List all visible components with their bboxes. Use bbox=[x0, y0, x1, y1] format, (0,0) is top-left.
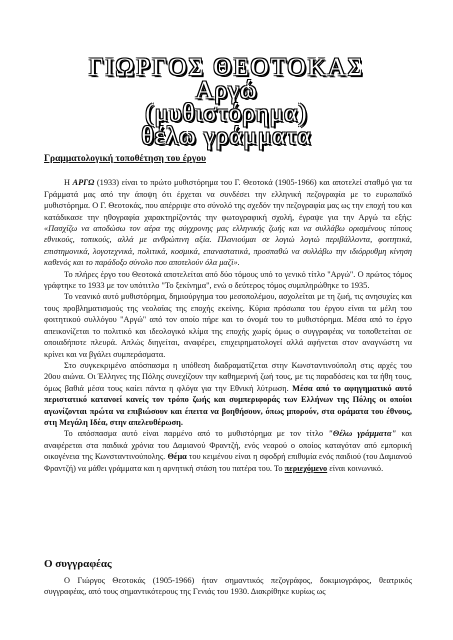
p5-content-label: περιεχόμενο bbox=[284, 463, 328, 473]
excerpt-title: θέλω γράμματα bbox=[141, 123, 312, 150]
p1-text-c: (1933) είναι το πρώτο μυθιστόρημα του Γ. Θεοτοκά (1905-1966) και αποτελεί σταθμό για τα Γράμματά μας από την άποψη ότι έρχεται να συνδέσει την ελληνική πεζογραφία με το ευρωπαϊκό μυθιστόρημα. Ο Γ. Θεοτοκάς, που απέρριψε στο σύνολό της σχεδόν την πεζογραφία μας ως την εποχή του και κατάδικασε την ηθογραφία χαρακτηρίζοντάς την φωτογραφική σχολή, έγραψε για την Αργώ τα εξής: bbox=[44, 178, 412, 222]
author-title: ΓΙΩΡΓΟΣ ΘΕΟΤΟΚΑΣ bbox=[88, 54, 365, 81]
p5-text-c: και αναφέρεται στα παιδικά χρόνια του Δαμιανού Φραντζή, ενός νεαρού ο οποίος καταγόταν από εμπορική οικογένεια της Κωνσταντινούπολης. bbox=[44, 429, 413, 462]
p1-quote: «Πασχίζω να αποδώσω τον αέρα της σύγχρονης μας ελληνικής ζωής και να συλλάβω ορισμένους τύπους εθνικούς, τοπικούς, αλλά με ανθρώπινη αξία. Πλανιούμαι σε λογιώ λογιώ περιβάλλοντα, φοιτητικά, επιστημονικά, λογοτεχνικά, πολιτικά, κοσμικά, επαναστατικά, προσπαθώ να συλλάβω την ιδιόρρυθμη κίνηση καθενός και το παράδοξο σύνολο που αποτελούν όλα μαζί». bbox=[44, 224, 412, 268]
paragraph-4 bbox=[44, 360, 412, 428]
p4-text-a: Στο συγκεκριμένο απόσπασμα η υπόθεση διαδραματίζεται στην Κωνσταντινούπολη στις αρχές του 20ου αιώνα. Οι Έλληνες της Πόλης συνεχίζουν την καθημερινή ζωή τους, με τις παραδόσεις και τα ήθη τους, όμως βαθιά μέσα τους καίει πάντα η φλόγα για την Εθνική λύτρωση. bbox=[44, 360, 412, 393]
section-heading-author: Ο συγγραφέας bbox=[44, 558, 112, 570]
novel-title: Αργώ bbox=[195, 77, 258, 104]
paragraph-6: Ο Γιώργος Θεοτοκάς (1905-1966) ήταν σημαντικός πεζογράφος, δοκιμιογράφος, θεατρικός συγγραφέας, από τους σημαντικότερους της Γενιάς του 1930. Διακρίθηκε κυρίως ως bbox=[44, 576, 412, 597]
p1-work-title: ΑΡΓΩ bbox=[72, 178, 95, 188]
p5-text-a: Το απόσπασμα αυτό είναι παρμένο από το μυθιστόρημα με τον τίτλο bbox=[64, 429, 329, 439]
section-heading-literary-placement: Γραμματολογική τοποθέτηση του έργου bbox=[44, 154, 206, 164]
p1-text-a: Η bbox=[64, 178, 73, 188]
paragraph-1 bbox=[44, 177, 412, 268]
paragraph-3: Το νεανικό αυτό μυθιστόρημα, δημιούργημα του μεσοπολέμου, ασχολείται με τη ζωή, τις ανησυχίες και τους προβληματισμούς της νεολαίας της εποχής εκείνης. Κύρια πρόσωπα του έργου είναι τα μέλη του φοιτητικού συλλόγου "Αργώ" από τον οποίο πήρε και το όνομά του το μυθιστόρημα. Μέσα από το έργο απεικονίζεται το πολιτικό και ιδεολογικό κλίμα της εποχής χωρίς όμως ο συγγραφέας να τοποθετείται σε οποιαδήποτε πλευρά. Απλώς διηγείται, αναφέρει, επιχειρηματολογεί αλλά αφήνεται στον αναγνώστη να κρίνει και να βγάλει συμπεράσματα. bbox=[44, 292, 412, 359]
genre-subtitle: (μυθιστόρημα) bbox=[145, 100, 308, 127]
p5-excerpt-title: "Θέλω γράμματα" bbox=[328, 429, 397, 439]
paragraph-2: Το πλήρες έργο του Θεοτοκά αποτελείται από δύο τόμους υπό το γενικό τίτλο "Αργώ". Ο πρώτος τόμος γράφτηκε το 1933 με τον υπότιτλο "Το ξεκίνημα", ενώ ο δεύτερος τόμος συμπληρώθηκε το 1935. bbox=[44, 269, 412, 291]
p5-theme-label: Θέμα bbox=[167, 452, 187, 462]
p5-text-g: είναι κοινωνικό. bbox=[327, 463, 384, 473]
p5-text-e: του κειμένου είναι η σφοδρή επιθυμία ενός παιδιού (του Δαμιανού Φραντζή) να μάθει γράμματα και η αρνητική στάση του πατέρα του. Το bbox=[44, 452, 412, 473]
p4-bold-text: Μέσα από το αφηγηματικό αυτό περιστατικό κατανοεί κανείς τον τρόπο ζωής και συμπεριφοράς των Ελλήνων της Πόλης οι οποίοι αγωνίζονται πρώτα να επιβιώσουν και έπειτα να βοηθήσουν, όπως μπορούν, στα οράματα του έθνους, στη Μεγάλη Ιδέα, στην απελευθέρωση. bbox=[44, 383, 413, 427]
title-block bbox=[0, 56, 453, 148]
paragraph-5 bbox=[44, 428, 412, 474]
main-content bbox=[44, 154, 412, 474]
